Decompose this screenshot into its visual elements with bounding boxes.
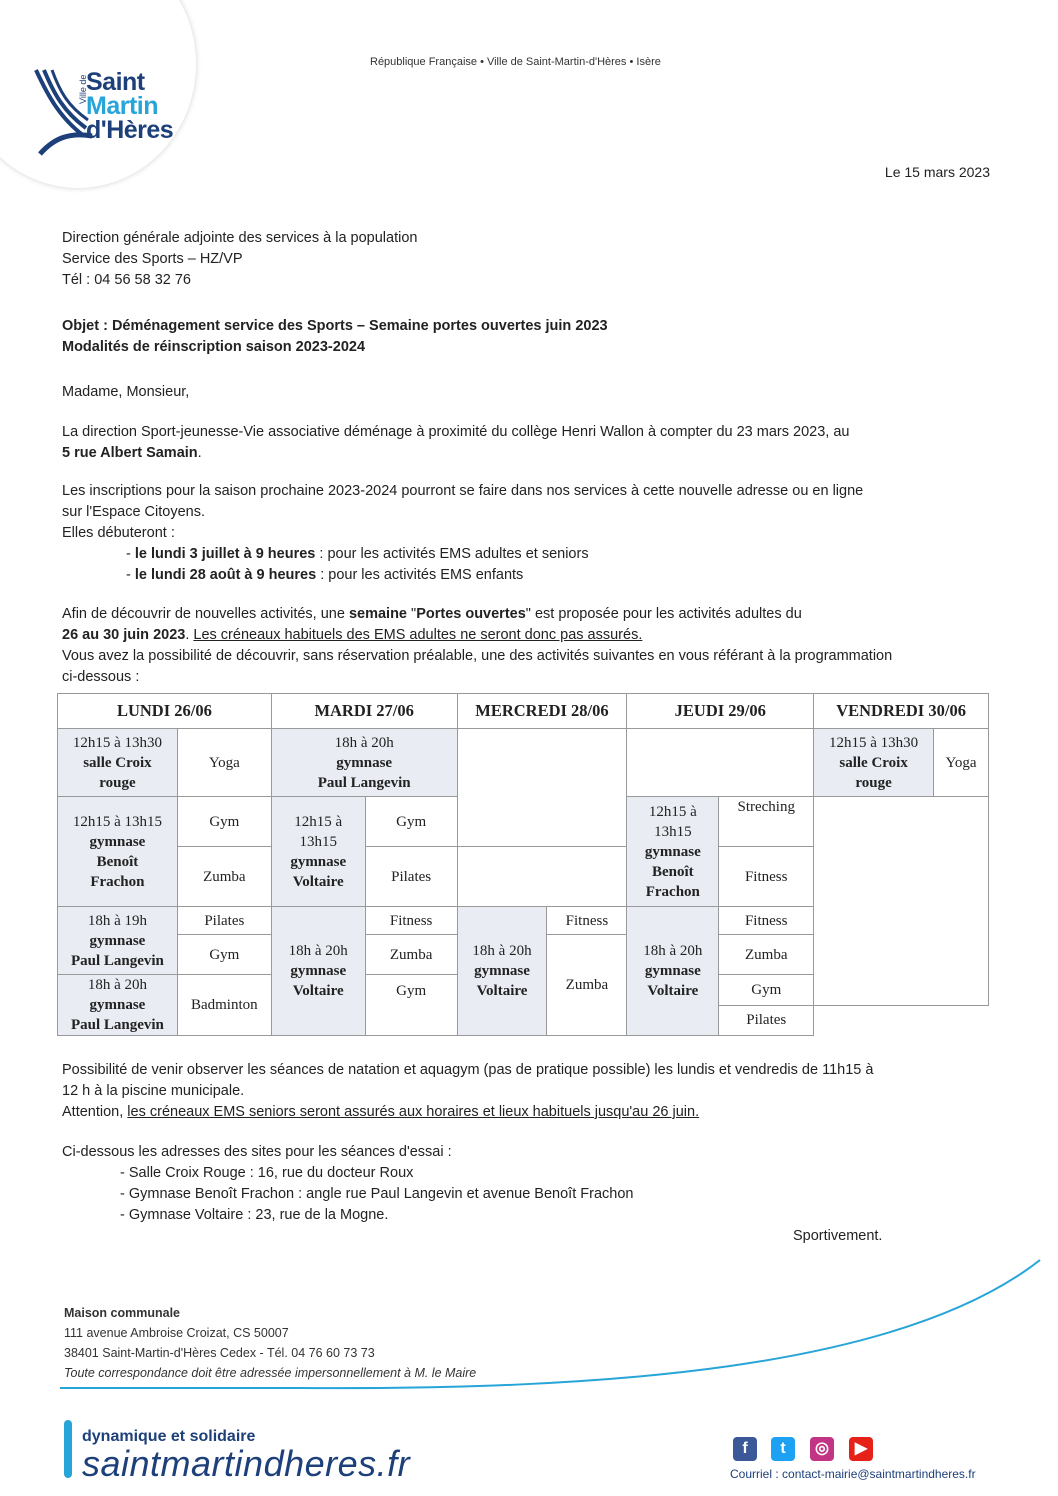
slot-activity: Zumba — [719, 935, 814, 975]
slot-activity: Zumba — [177, 847, 271, 907]
slot-place: 18h à 19h gymnase Paul Langevin — [58, 907, 178, 975]
p5-underline: les créneaux EMS seniors seront assurés aux horaires et lieux habituels jusqu'au 26 juin. — [127, 1104, 700, 1120]
header-thursday: JEUDI 29/06 — [627, 694, 814, 729]
slot-place: 12h15 à 13h15 gymnase Benoît Frachon — [627, 797, 719, 907]
slot-place: 18h à 20h gymnase Voltaire — [271, 907, 365, 1036]
bullet-date: le lundi 28 août à 9 heures — [134, 567, 317, 583]
salutation: Madame, Monsieur, — [62, 384, 190, 400]
logo-line-2: Martin — [86, 92, 158, 120]
slot-activity: Yoga — [177, 729, 271, 797]
p3-line: Vous avez la possibilité de découvrir, sans réservation préalable, une des activités suivantes en vous référant à la programmation — [62, 648, 893, 664]
logo-ville: Ville de — [78, 74, 88, 104]
facebook-icon[interactable]: f — [733, 1437, 757, 1461]
paragraph-natation — [62, 1060, 1002, 1123]
header-wednesday: MERCREDI 28/06 — [457, 694, 627, 729]
slot-place: 12h15 à 13h30 salle Croix rouge — [58, 729, 178, 797]
closing: Sportivement. — [793, 1228, 883, 1244]
sender-block — [62, 228, 417, 291]
empty-cell — [457, 729, 627, 847]
p3-text: Afin de découvrir de nouvelles activités, une — [62, 606, 349, 622]
slot-activity: Gym — [719, 975, 814, 1006]
p1-text: La direction Sport-jeunesse-Vie associative déménage à proximité du collège Henri Wallon à compter du 23 mars 2023, au — [62, 424, 850, 440]
empty-cell — [627, 729, 814, 797]
p5-text: Attention, — [62, 1104, 128, 1120]
instagram-icon[interactable]: ◎ — [810, 1437, 834, 1461]
p1-end: . — [197, 445, 202, 461]
p3-text: . — [185, 627, 194, 643]
empty-cell — [457, 847, 627, 907]
contact-email[interactable]: Courriel : contact-mairie@saintmartindheres.fr — [730, 1467, 976, 1481]
header-monday: LUNDI 26/06 — [58, 694, 272, 729]
sender-line: Service des Sports – HZ/VP — [62, 251, 243, 267]
slot-activity: Pilates — [365, 847, 457, 907]
twitter-icon[interactable]: t — [771, 1437, 795, 1461]
footer-line: 38401 Saint-Martin-d'Hères Cedex - Tél. 04 76 60 73 73 — [64, 1346, 375, 1360]
slot-place: 18h à 20h gymnase Paul Langevin — [271, 729, 457, 797]
slot-place: 18h à 20h gymnase Voltaire — [627, 907, 719, 1036]
slot-activity: Fitness — [547, 907, 627, 935]
p3-underline: Les créneaux habituels des EMS adultes ne seront donc pas assurés. — [193, 627, 643, 643]
sender-line: Tél : 04 56 58 32 76 — [62, 272, 191, 288]
address-item: - Salle Croix Rouge : 16, rue du docteur Roux — [120, 1165, 414, 1181]
p3-bold: 26 au 30 juin 2023 — [62, 627, 186, 643]
table-row — [58, 729, 989, 797]
p3-bold: Portes ouvertes — [416, 606, 526, 622]
slot-activity: Zumba — [365, 935, 457, 975]
slot-activity: Fitness — [365, 907, 457, 935]
slot-activity: Pilates — [719, 1005, 814, 1036]
bullet-text: : pour les activités EMS adultes et seniors — [315, 546, 589, 562]
p4-line: Possibilité de venir observer les séances de natation et aquagym (pas de pratique possible) les lundis et vendredis de 11h15 à — [62, 1062, 874, 1078]
footer-title: Maison communale — [64, 1306, 180, 1320]
slot-place: 12h15 à 13h15 gymnase Voltaire — [271, 797, 365, 907]
bullet-text: : pour les activités EMS enfants — [316, 567, 524, 583]
slot-activity: Gym — [365, 797, 457, 847]
slot-place: 18h à 20h gymnase Voltaire — [457, 907, 547, 1036]
subject-block — [62, 316, 608, 358]
p3-text: " — [407, 606, 417, 622]
p3-line: ci-dessous : — [62, 669, 140, 685]
subject-line: Objet : Déménagement service des Sports – Semaine portes ouvertes juin 2023 — [62, 318, 608, 334]
slot-activity: Pilates — [177, 907, 271, 935]
schedule-table — [57, 693, 989, 1036]
p2-line: Les inscriptions pour la saison prochaine 2023-2024 pourront se faire dans nos services à cette nouvelle adresse ou en ligne — [62, 483, 864, 499]
p3-text: " est proposée pour les activités adultes du — [525, 606, 802, 622]
addresses-block — [62, 1142, 1002, 1226]
empty-cell — [814, 797, 989, 1006]
slot-activity: Zumba — [547, 935, 627, 1036]
logo-line-3: d'Hères — [86, 116, 174, 144]
header-friday: VENDREDI 30/06 — [814, 694, 989, 729]
slot-place: 12h15 à 13h15 gymnase Benoît Frachon — [58, 797, 178, 907]
p2-line: Elles débuteront : — [62, 525, 175, 541]
table-header-row — [58, 694, 989, 729]
header-line: République Française • Ville de Saint-Martin-d'Hères • Isère — [370, 56, 661, 68]
paragraph-move — [62, 422, 1002, 464]
slot-activity: Streching — [719, 797, 814, 847]
slot-activity: Gym — [365, 975, 457, 1036]
p3-bold: semaine — [348, 606, 407, 622]
footer-address — [64, 1303, 476, 1383]
p4-line: 12 h à la piscine municipale. — [62, 1083, 245, 1099]
brand-bar — [64, 1420, 72, 1478]
slot-activity: Gym — [177, 797, 271, 847]
bullet-date: le lundi 3 juillet à 9 heures — [134, 546, 316, 562]
slot-activity: Fitness — [719, 907, 814, 935]
footer-line: 111 avenue Ambroise Croizat, CS 50007 — [64, 1326, 289, 1340]
youtube-icon[interactable]: ▶ — [849, 1437, 873, 1461]
slot-activity: Gym — [177, 935, 271, 975]
header-tuesday: MARDI 27/06 — [271, 694, 457, 729]
slot-activity: Badminton — [177, 975, 271, 1036]
slogan: dynamique et solidaire — [82, 1428, 256, 1445]
address-item: - Gymnase Benoît Frachon : angle rue Paul Langevin et avenue Benoît Frachon — [120, 1186, 634, 1202]
footer-line: Toute correspondance doit être adressée impersonnellement à M. le Maire — [64, 1366, 477, 1380]
letter-date: Le 15 mars 2023 — [884, 164, 990, 180]
logo-wordmark — [86, 70, 173, 142]
slot-activity: Fitness — [719, 847, 814, 907]
slot-activity: Yoga — [934, 729, 989, 797]
p2-line: sur l'Espace Citoyens. — [62, 504, 205, 520]
address-item: - Gymnase Voltaire : 23, rue de la Mogne. — [120, 1207, 389, 1223]
addresses-intro: Ci-dessous les adresses des sites pour les séances d'essai : — [62, 1144, 452, 1160]
sender-line: Direction générale adjointe des services à la population — [62, 230, 418, 246]
paragraph-portes-ouvertes — [62, 604, 1002, 688]
slot-place: 12h15 à 13h30 salle Croix rouge — [814, 729, 934, 797]
paragraph-inscriptions: Les inscriptions pour la saison prochaine 2023-2024 pourront se faire dans nos services à cette nouvelle adresse ou en ligne sur l'Espace Citoyens. Elles débuteront : - le lundi 3 juillet à 9 heures : pour les activités EMS adultes et seniors - le lundi 28 août à 9 heures : pour les activités EMS enfants — [62, 481, 1002, 586]
website-link[interactable]: saintmartindheres.fr — [82, 1443, 411, 1484]
slot-place: 18h à 20h gymnase Paul Langevin — [58, 975, 178, 1036]
logo-line-1: Saint — [86, 68, 145, 96]
p1-address: 5 rue Albert Samain — [62, 445, 198, 461]
subject-line: Modalités de réinscription saison 2023-2024 — [62, 339, 366, 355]
